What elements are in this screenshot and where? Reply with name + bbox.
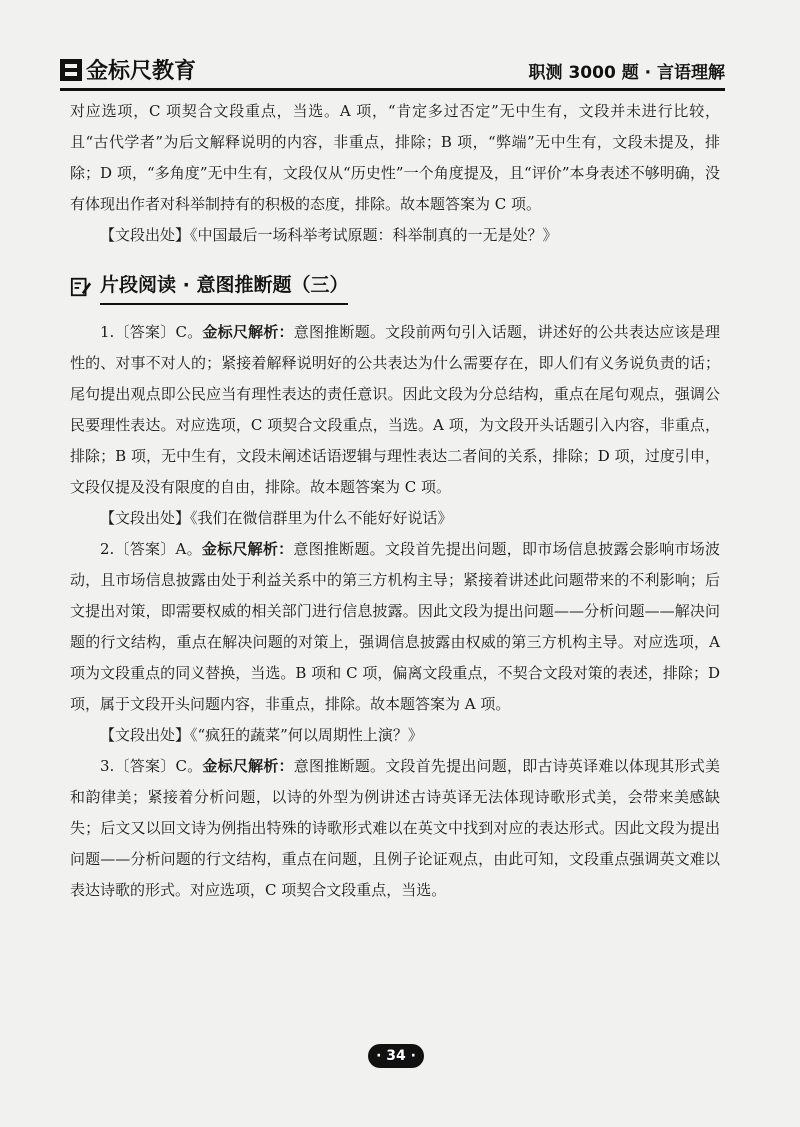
question-1-source: 【文段出处】《我们在微信群里为什么不能好好说话》 (100, 509, 453, 527)
top-source: 【文段出处】《中国最后一场科举考试原题：科举制真的一无是处？》 (100, 226, 558, 244)
answer-prefix: 1.〔答案〕C。 (100, 323, 203, 341)
series-title: 职测 3000 题 · 言语理解 (528, 63, 725, 83)
analysis-label: 金标尺解析： (201, 540, 294, 558)
analysis-text: 意图推断题。文段首先提出问题，即市场信息披露会影响市场波动，且市场信息披露由处于利益关系中的第三方机构主导；紧接着讲述此问题带来的不利影响；后文提出对策，即需要权威的相关部门进行信息披露。因此文段为提出问题——分析问题——解决问题的行文结构，重点在解决问题的对策上，强调信息披露由权威的第三方机构主导。对应选项，A 项为文段重点的同义替换，当选。B 项和 C 项，偏离文段重点，不契合文段对策的表述，排除；D 项，属于文段开头问题内容，非重点，排除。故本题答案为 A 项。 (70, 540, 720, 713)
top-paragraph: 对应选项，C 项契合文段重点，当选。A 项，“肯定多过否定”无中生有，文段并未进行比较，且“古代学者”为后文解释说明的内容，非重点，排除；B 项，“弊端”无中生有，文段未提及，排除；D 项，“多角度”无中生有，文段仅从“历史性”一个角度提及，且“评价”本身表述不够明确，没有体现出作者对科举制持有的积极的态度，排除。故本题答案为 C 项。 (70, 102, 720, 213)
page-content (70, 96, 720, 906)
question-3 (70, 751, 720, 906)
question-2-source: 【文段出处】《“疯狂的蔬菜”何以周期性上演？》 (100, 726, 423, 744)
brand-logo (60, 54, 196, 85)
question-2 (70, 534, 720, 720)
edit-icon (70, 276, 92, 298)
page-number: · 34 · (368, 1044, 424, 1068)
logo-icon (60, 59, 82, 81)
analysis-label: 金标尺解析： (202, 323, 294, 341)
answer-prefix: 3.〔答案〕C。 (100, 757, 203, 775)
section-title: 片段阅读 · 意图推断题（三） (100, 270, 348, 305)
analysis-label: 金标尺解析： (202, 757, 294, 775)
answer-prefix: 2.〔答案〕A。 (100, 540, 202, 558)
question-1 (70, 317, 720, 503)
logo-text: 金标尺教育 (86, 59, 197, 84)
analysis-text: 意图推断题。文段前两句引入话题，讲述好的公共表达应该是理性的、对事不对人的；紧接着解释说明好的公共表达为什么需要存在，即人们有义务说负责的话；尾句提出观点即公民应当有理性表达的责任意识。因此文段为分总结构，重点在尾句观点，强调公民要理性表达。对应选项，C 项契合文段重点，当选。A 项，为文段开头话题引入内容，非重点，排除；B 项，无中生有，文段未阐述话语逻辑与理性表达二者间的关系，排除；D 项，过度引申，文段仅提及没有限度的自由，排除。故本题答案为 C 项。 (70, 323, 720, 496)
analysis-text: 意图推断题。文段首先提出问题，即古诗英译难以体现其形式美和韵律美；紧接着分析问题，以诗的外型为例讲述古诗英译无法体现诗歌形式美，会带来美感缺失；后文又以回文诗为例指出特殊的诗歌形式难以在英文中找到对应的表达形式。因此文段为提出问题——分析问题的行文结构，重点在问题，且例子论证观点，由此可知，文段重点强调英文难以表达诗歌的形式。对应选项，C 项契合文段重点，当选。 (70, 757, 720, 899)
section-heading (70, 261, 720, 313)
page-header (60, 48, 725, 91)
